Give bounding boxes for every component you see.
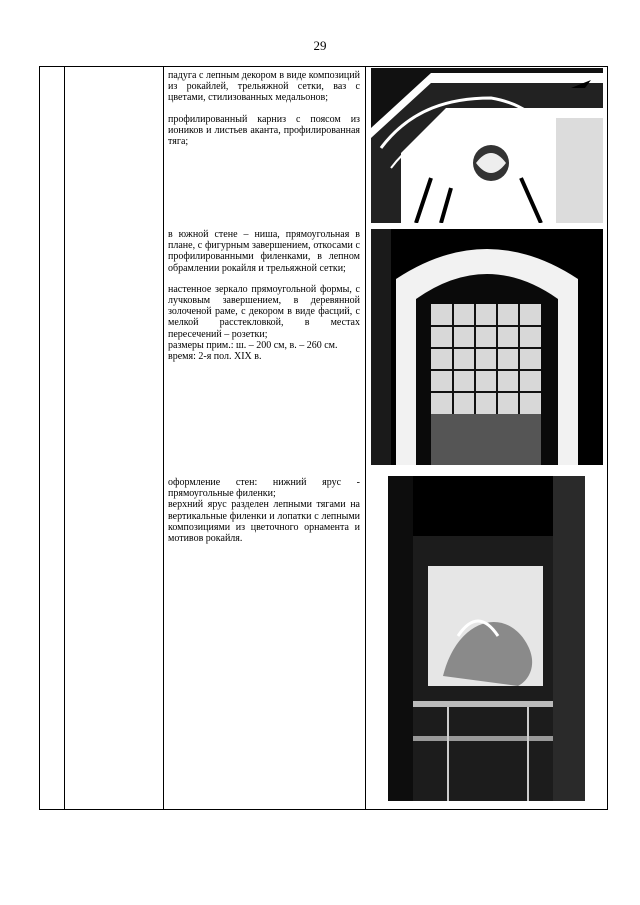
row-1-paragraph-2: профилированный карниз с поясом из иоников и листьев аканта, профилированная тяга;: [168, 113, 360, 148]
row-1-description: [168, 70, 360, 157]
column-divider: [64, 67, 65, 809]
row-2-paragraph-1: в южной стене – ниша, прямоугольная в плане, с фигурным завершением, откосами с профилированными филенками, в лепном обрамлении рокайля и трельяжной сетки;: [168, 229, 360, 274]
wall-decor-photo: [388, 476, 585, 801]
column-divider: [365, 67, 366, 809]
ceiling-cornice-photo: [371, 68, 603, 223]
row-3-description: [168, 477, 360, 554]
row-2-description: [168, 229, 360, 372]
wall-niche-mirror-photo: [371, 229, 603, 465]
row-1-paragraph-1: падуга с лепным декором в виде композиций из рокайлей, трельяжной сетки, ваз с цветами, стилизованных медальонов;: [168, 70, 360, 104]
column-divider: [163, 67, 164, 809]
row-2-paragraph-2: настенное зеркало прямоугольной формы, с лучковым завершением, в деревянной золоченой раме, с декором в виде фасций, с мелкой расстекловкой, в местах пересечений – розетки; размеры прим.: ш. – 200 см, в. – 260 см. время: 2-я пол. XIX в.: [168, 283, 360, 363]
page-number: 29: [313, 38, 327, 53]
row-3-paragraph-1: оформление стен: нижний ярус - прямоугольные филенки; верхний ярус разделен лепными тягами на вертикальные филенки и лопатки с лепными композициями из цветочного орнамента и мотивов рокайля.: [168, 477, 360, 545]
